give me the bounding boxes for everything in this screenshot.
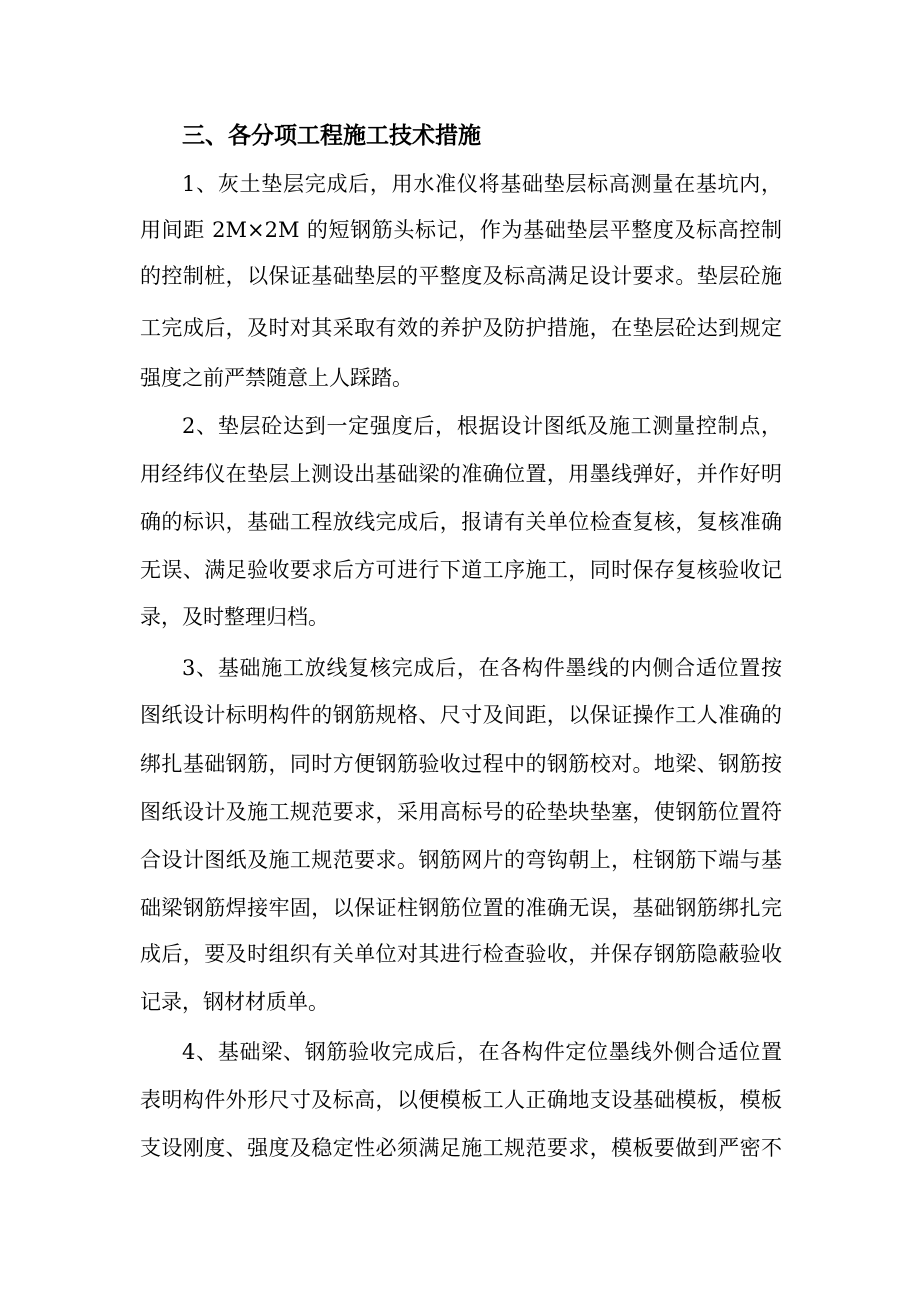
paragraph-line: 图纸设计及施工规范要求，采用高标号的砼垫块垫塞，使钢筋位置符 (140, 800, 782, 824)
section-heading: 三、各分项工程施工技术措施 (182, 123, 481, 149)
paragraph-line: 4、基础梁、钢筋验收完成后，在各构件定位墨线外侧合适位置 (182, 1040, 782, 1064)
paragraph-line: 3、基础施工放线复核完成后，在各构件墨线的内侧合适位置按 (182, 656, 782, 680)
paragraph-line: 绑扎基础钢筋，同时方便钢筋验收过程中的钢筋校对。地梁、钢筋按 (140, 752, 782, 776)
paragraph-line: 2、垫层砼达到一定强度后，根据设计图纸及施工测量控制点， (182, 414, 782, 438)
paragraph-line: 支设刚度、强度及稳定性必须满足施工规范要求，模板要做到严密不 (140, 1136, 782, 1160)
paragraph-line: 用经纬仪在垫层上测设出基础梁的准确位置，用墨线弹好，并作好明 (140, 462, 782, 486)
paragraph-line: 的控制桩，以保证基础垫层的平整度及标高满足设计要求。垫层砼施 (140, 264, 782, 288)
paragraph-line: 记录，钢材材质单。 (140, 990, 329, 1014)
paragraph-line: 成后，要及时组织有关单位对其进行检查验收，并保存钢筋隐蔽验收 (140, 942, 782, 966)
paragraph-line: 无误、满足验收要求后方可进行下道工序施工，同时保存复核验收记 (140, 558, 782, 582)
paragraph-line: 表明构件外形尺寸及标高，以便模板工人正确地支设基础模板，模板 (140, 1088, 782, 1112)
paragraph-line: 强度之前严禁随意上人踩踏。 (140, 366, 413, 390)
paragraph-line: 合设计图纸及施工规范要求。钢筋网片的弯钩朝上，柱钢筋下端与基 (140, 848, 782, 872)
paragraph-line: 础梁钢筋焊接牢固，以保证柱钢筋位置的准确无误，基础钢筋绑扎完 (140, 896, 782, 920)
paragraph-line: 1、灰土垫层完成后，用水准仪将基础垫层标高测量在基坑内， (182, 172, 782, 196)
paragraph-line: 确的标识，基础工程放线完成后，报请有关单位检查复核，复核准确 (140, 510, 782, 534)
paragraph-line: 录，及时整理归档。 (140, 605, 329, 629)
paragraph-line: 工完成后，及时对其采取有效的养护及防护措施，在垫层砼达到规定 (140, 316, 782, 340)
paragraph-line: 图纸设计标明构件的钢筋规格、尺寸及间距，以保证操作工人准确的 (140, 703, 782, 727)
paragraph-line: 用间距 2M×2M 的短钢筋头标记，作为基础垫层平整度及标高控制 (140, 218, 782, 242)
